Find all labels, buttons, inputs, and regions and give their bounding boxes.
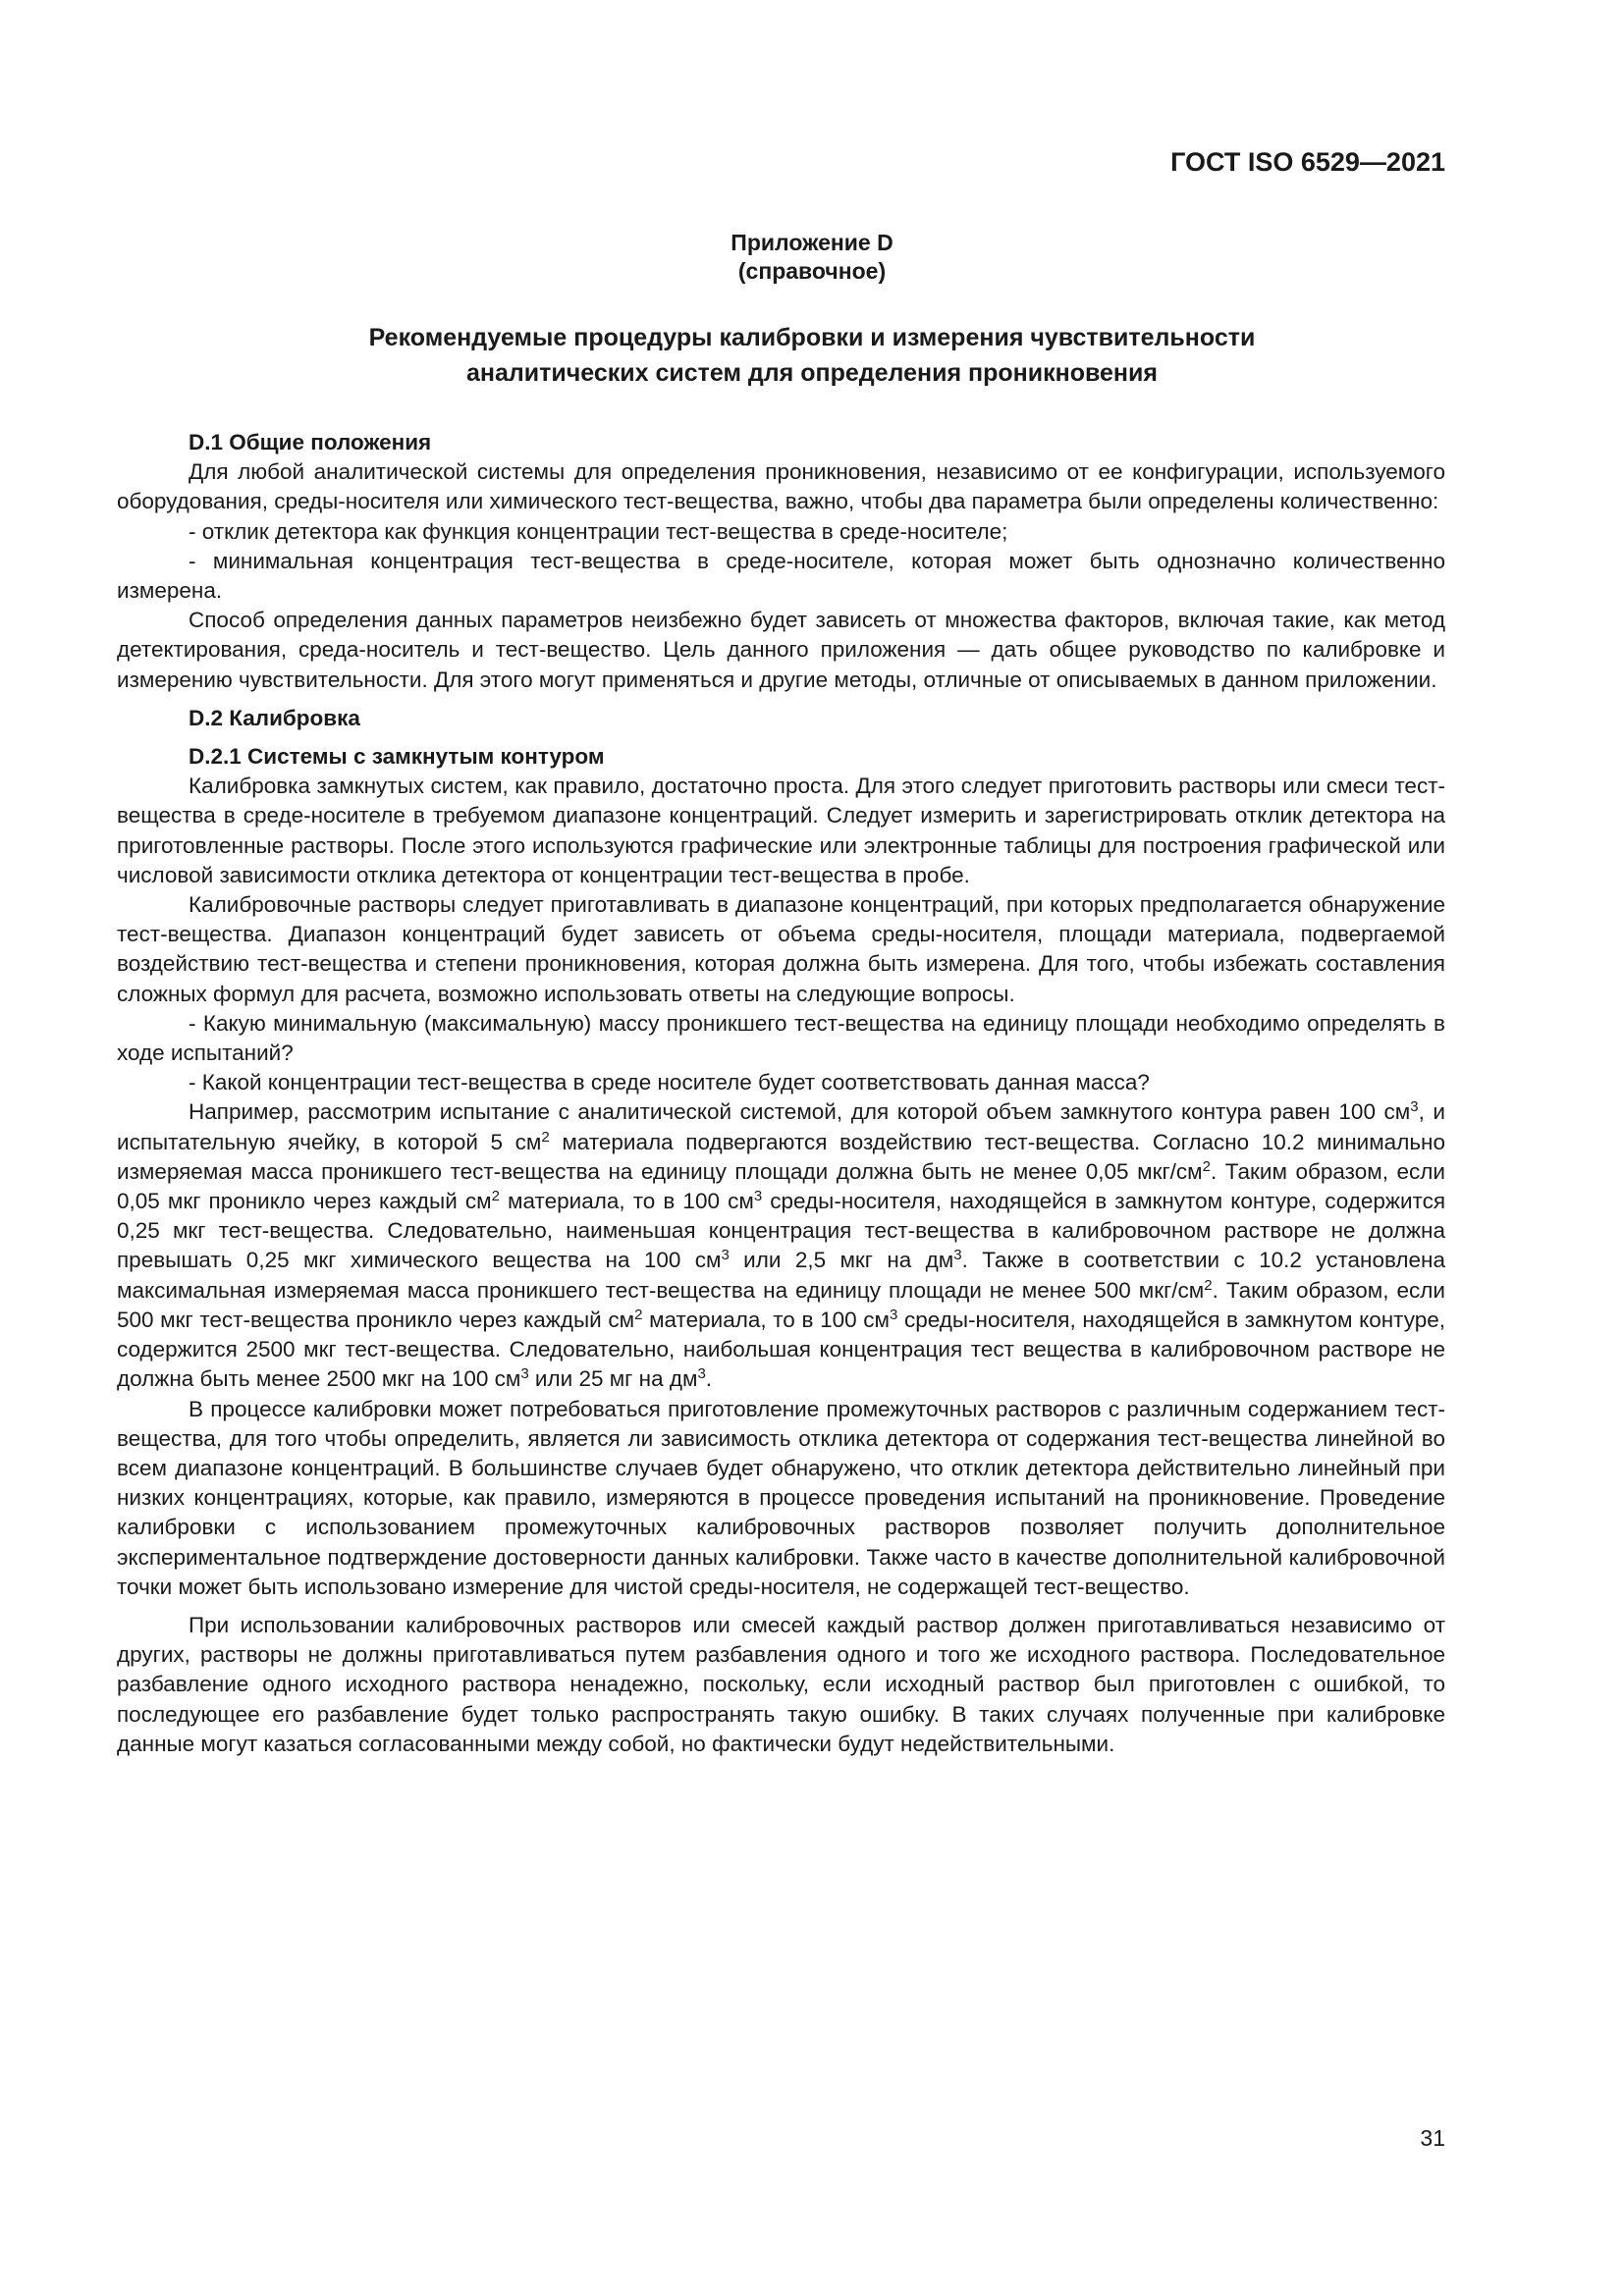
paragraph: Калибровочные растворы следует приготавливать в диапазоне концентраций, при которых предполагается обнаружение тест-вещества. Диапазон концентраций будет зависеть от объема среды-носителя, площади материала, подвергаемой воздействию тест-вещества и степени проникновения, которая должна быть измерена. Для того, чтобы избежать составления сложных формул для расчета, возможно использовать ответы на следующие вопросы. — [117, 892, 1445, 1006]
list-item: - отклик детектора как функция концентрации тест-вещества в среде-носителе; — [189, 518, 1008, 544]
question-item: - Какую минимальную (максимальную) массу проникшего тест-вещества на единицу площади необходимо определять в ходе испытаний? — [117, 1010, 1445, 1066]
paragraph: Для любой аналитической системы для определения проникновения, независимо от ее конфигурации, используемого оборудования, среды-носителя или химического тест-вещества, важно, чтобы два параметра были определены количественно: — [117, 459, 1445, 514]
annex-title-line-2: аналитических систем для определения проникновения — [466, 359, 1158, 387]
annex-type: (справочное) — [737, 258, 887, 284]
document-id: ГОСТ ISO 6529—2021 — [1170, 147, 1445, 177]
document-body — [117, 428, 1445, 1759]
section-heading-d2: D.2 Калибровка — [189, 705, 360, 730]
subsection-heading-d2-1: D.2.1 Системы с замкнутым контуром — [189, 744, 605, 770]
annex-title-line-1: Рекомендуемые процедуры калибровки и измерения чувствительности — [368, 324, 1256, 351]
question-item: - Какой концентрации тест-вещества в среде носителе будет соответствовать данная масса? — [189, 1070, 1150, 1095]
section-heading-d1: D.1 Общие положения — [189, 430, 432, 454]
annex-label-block — [0, 229, 1624, 286]
paragraph: Калибровка замкнутых систем, как правило, достаточно проста. Для этого следует приготовить растворы или смеси тест-вещества в среде-носителе в требуемом диапазоне концентраций. Следует измерить и зарегистрировать отклик детектора на приготовленные растворы. После этого используются графические или электронные таблицы для построения графической или числовой зависимости отклика детектора от концентрации тест-вещества в пробе. — [117, 774, 1445, 887]
annex-label: Приложение D — [731, 230, 893, 255]
paragraph: В процессе калибровки может потребоваться приготовление промежуточных растворов с различным содержанием тест-вещества, для того чтобы определить, является ли зависимость отклика детектора от содержания тест-вещества линейной во всем диапазоне концентраций. В большинстве случаев будет обнаружено, что отклик детектора действительно линейный при низких концентрациях, которые, как правило, измеряются в процессе проведения испытаний на проникновение. Проведение калибровки с использованием промежуточных калибровочных растворов позволяет получить дополнительное экспериментальное подтверждение достоверности данных калибровки. Также часто в качестве дополнительной калибровочной точки может быть использовано измерение для чистой среды-носителя, не содержащей тест-вещество. — [117, 1396, 1445, 1599]
paragraph: Способ определения данных параметров неизбежно будет зависеть от множества факторов, включая такие, как метод детектирования, среда-носитель и тест-вещество. Цель данного приложения — дать общее руководство по калибровке и измерению чувствительности. Для этого могут применяться и другие методы, отличные от описываемых в данном приложении. — [117, 608, 1445, 692]
annex-title — [0, 320, 1624, 391]
paragraph: При использовании калибровочных растворов или смесей каждый раствор должен приготавливаться независимо от других, растворы не должны приготавливаться путем разбавления одного и того же исходного раствора. Последовательное разбавление одного исходного раствора ненадежно, поскольку, если исходный раствор был приготовлен с ошибкой, то последующее его разбавление будет только распространять такую ошибку. В таких случаях полученные при калибровке данные могут казаться согласованными между собой, но фактически будут недействительными. — [117, 1612, 1445, 1756]
list-item: - минимальная концентрация тест-вещества в среде-носителе, которая может быть однозначно количественно измерена. — [117, 548, 1445, 604]
page-number: 31 — [1420, 2125, 1445, 2151]
example-paragraph: Например, рассмотрим испытание с аналитической системой, для которой объем замкнутого контура равен 100 $см^3$, и испытательную ячейку, в которой 5 $см^2$ материала подвергаются воздействию тест-вещества. Согласно 10.2 минимально измеряемая масса проникшего тест-вещества на единицу площади должна быть не менее 0,05 мкг/$см^2$. Таким образом, если 0,05 мкг проникло через каждый $см^2$ материала, то в 100 $см^3$ среды-носителя, находящейся в замкнутом контуре, содержится 0,25 мкг тест-вещества. Следовательно, наименьшая концентрация тест-вещества в калибровочном растворе не должна превышать 0,25 мкг химического вещества на 100 $см^3$ или 2,5 мкг на $дм^3$. Также в соответствии с 10.2 установлена максимальная измеряемая масса проникшего тест-вещества на единицу площади не менее 500 мкг/$см^2$. Таким образом, если 500 мкг тест-вещества проникло через каждый $см^2$ материала, то в 100 $см^3$ среды-носителя, находящейся в замкнутом контуре, содержится 2500 мкг тест-вещества. Следовательно, наибольшая концентрация тест вещества в калибровочном растворе не должна быть менее 2500 мкг на 100 $см^3$ или 25 мг на $дм^3$. — [117, 1098, 1446, 1392]
